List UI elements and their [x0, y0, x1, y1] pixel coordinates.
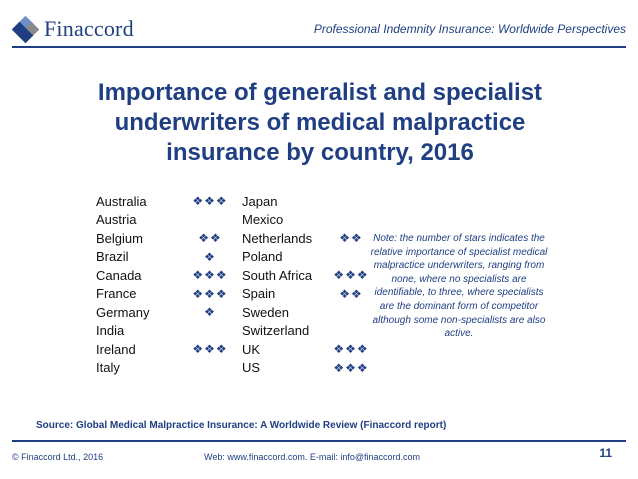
star-rating [178, 211, 242, 230]
star-rating: ❖❖❖ [192, 194, 228, 209]
country-name: France [96, 286, 137, 302]
country-name: Switzerland [242, 323, 310, 339]
star-rating: ❖❖❖ [333, 342, 369, 357]
country-name: Japan [242, 193, 278, 209]
country-name: Canada [96, 267, 142, 283]
star-rating [178, 359, 242, 378]
footer-contact: Web: www.finaccord.com. E-mail: info@finaccord.com [204, 452, 421, 462]
star-rating: ❖❖❖ [192, 286, 228, 301]
country-name: Ireland [96, 341, 136, 357]
star-rating: ❖❖ [198, 231, 222, 246]
country-name: Sweden [242, 304, 289, 320]
table-row [96, 322, 376, 341]
country-name: US [242, 360, 261, 376]
country-name: Poland [242, 249, 283, 265]
star-rating: ❖❖❖ [333, 360, 369, 375]
logo-text: Finaccord [44, 16, 134, 41]
header-divider [12, 46, 626, 48]
page-title-line: insurance by country, 2016 [166, 139, 474, 166]
table-row [96, 248, 376, 267]
page-title-line: underwriters of medical malpractice [114, 109, 526, 136]
table-row [96, 229, 376, 248]
country-name: Australia [96, 193, 147, 209]
page-number: 11 [599, 446, 612, 460]
star-rating: ❖❖❖ [333, 268, 369, 283]
page-title-line: Importance of generalist and specialist [97, 79, 543, 106]
table-row [96, 340, 376, 359]
country-name: Mexico [242, 212, 284, 228]
finaccord-logo [14, 16, 134, 42]
diamond-logo-icon [14, 18, 36, 40]
country-name: Belgium [96, 230, 143, 246]
star-rating: ❖ [204, 305, 216, 320]
country-name: Netherlands [242, 230, 313, 246]
table-row [96, 266, 376, 285]
star-rating: ❖❖ [339, 286, 363, 301]
country-star-table [96, 192, 376, 377]
source-citation: Source: Global Medical Malpractice Insurance: A Worldwide Review (Finaccord report) [36, 420, 447, 431]
table-row [96, 211, 376, 230]
table-row [96, 303, 376, 322]
country-name: Brazil [96, 249, 129, 265]
star-rating: ❖ [204, 249, 216, 264]
star-rating [326, 192, 376, 211]
table-row [96, 192, 376, 211]
country-name: Austria [96, 212, 137, 228]
star-rating: ❖❖❖ [192, 268, 228, 283]
country-name: India [96, 323, 125, 339]
country-name: UK [242, 341, 261, 357]
table-row [96, 359, 376, 378]
star-rating [178, 322, 242, 341]
star-rating: ❖❖ [339, 231, 363, 246]
star-rating: ❖❖❖ [192, 342, 228, 357]
country-name: Spain [242, 286, 276, 302]
country-name: Germany [96, 304, 150, 320]
star-rating [326, 211, 376, 230]
header-title: Professional Indemnity Insurance: Worldwide Perspectives [313, 22, 626, 36]
page-title [60, 78, 580, 168]
country-name: South Africa [242, 267, 313, 283]
footer-copyright: © Finaccord Ltd., 2016 [12, 452, 104, 462]
star-note: Note: the number of stars indicates the relative importance of specialist medical malpractice underwriters, ranging from none, where no specialists are identifiable, to three, where specialists are the dominant form of competitor although some non-specialists are also active. [370, 233, 548, 340]
country-name: Italy [96, 360, 120, 376]
footer-divider [12, 440, 626, 442]
table-row [96, 285, 376, 304]
